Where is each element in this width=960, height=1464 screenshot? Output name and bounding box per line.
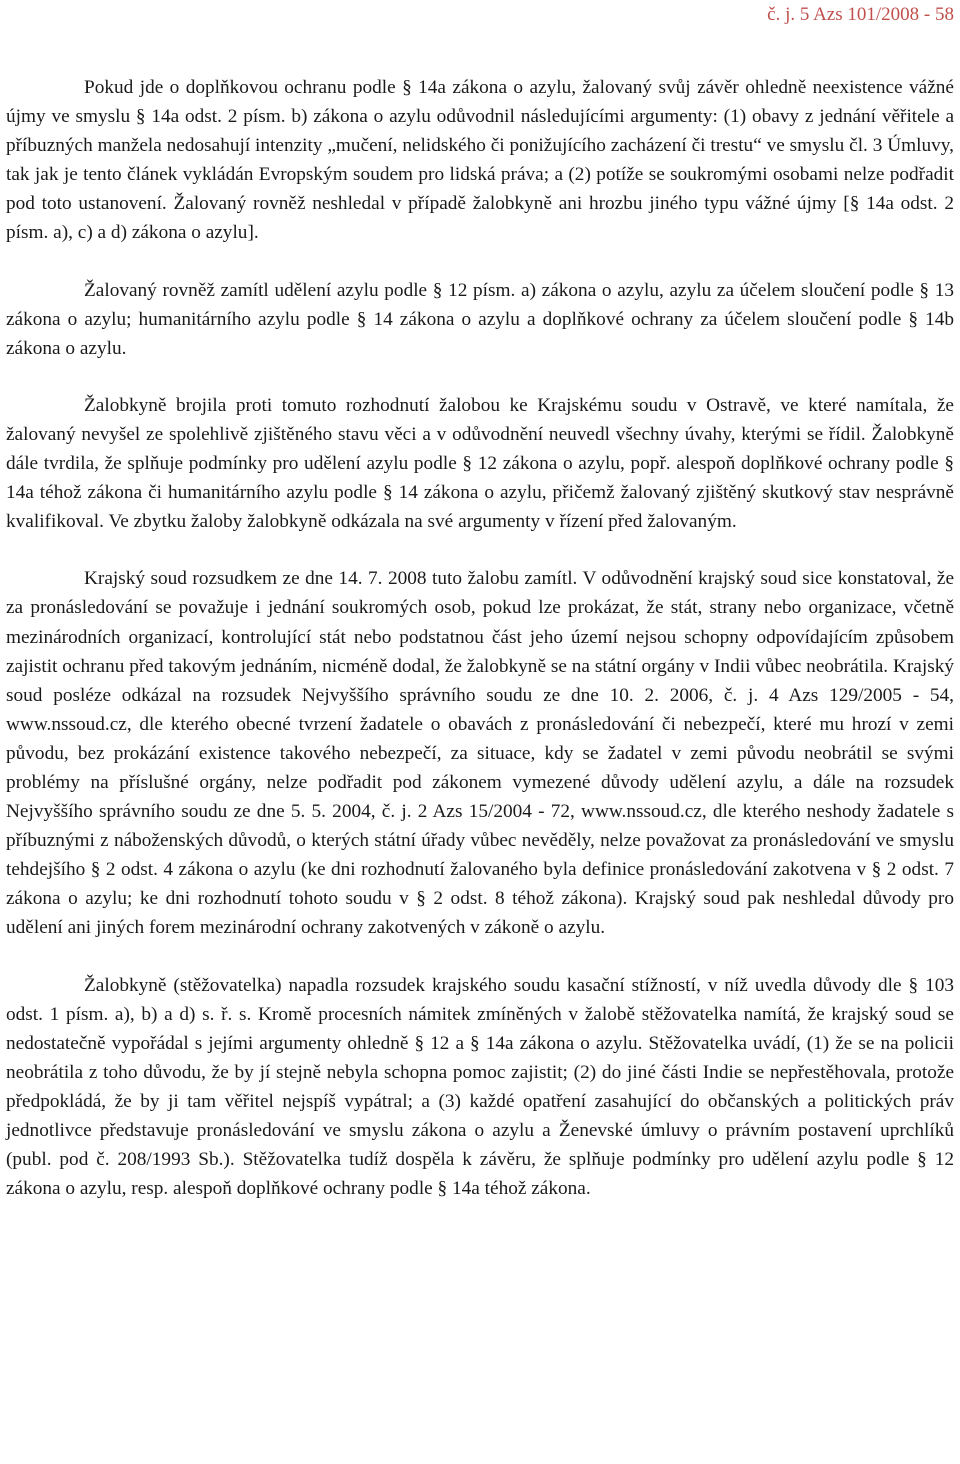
paragraph-asylum-refused: Žalovaný rovněž zamítl udělení azylu podle § 12 písm. a) zákona o azylu, azylu za účelem sloučení podle § 13 zákona o azylu; humanitárního azylu podle § 14 zákona o azylu a doplňkové ochrany za účelem sloučení podle § 14b zákona o azylu. xyxy=(6,279,954,359)
paragraph-regional-court: Krajský soud rozsudkem ze dne 14. 7. 2008 tuto žalobu zamítl. V odůvodnění krajský soud sice konstatoval, že za pronásledování se považuje i jednání soukromých osob, pokud lze prokázat, že stát, strany nebo organizace, včetně mezinárodních organizací, kontrolující stát nebo podstatnou část jeho území nejsou schopny odpovídajícím způsobem zajistit ochranu před takovým jednáním, nicméně dodal, že žalobkyně se na státní orgány v Indii vůbec neobrátila. Krajský soud posléze odkázal na rozsudek Nejvyššího správního soudu ze dne 10. 2. 2006, č. j. 4 Azs 129/2005 - 54, www.nssoud.cz, dle kterého obecné tvrzení žadatele o obavách z pronásledování či nebezpečí, které mu hrozí v zemi původu, bez prokázání existence takového nebezpečí, za situace, kdy se žadatel v zemi původu neobrátil se svými problémy na příslušné orgány, nelze podřadit pod zákonem vymezené důvody udělení azylu, a dále na rozsudek Nejvyššího správního soudu ze dne 5. 5. 2004, č. j. 2 Azs 15/2004 - 72, www.nssoud.cz, dle kterého neshody žadatele s příbuznými z náboženských důvodů, o kterých státní úřady vůbec nevěděly, nelze považovat za pronásledování ve smyslu tehdejšího § 2 odst. 4 zákona o azylu (ke dni rozhodnutí žalovaného byla definice pronásledování zakotvena v § 2 odst. 7 zákona o azylu; ke dni rozhodnutí tohoto soudu v § 2 odst. 8 téhož zákona). Krajský soud pak neshledal důvody pro udělení ani jiných forem mezinárodní ochrany zakotvených v zákoně o azylu. xyxy=(6,568,954,939)
case-reference: č. j. 5 Azs 101/2008 - 58 xyxy=(767,4,954,25)
paragraph-lawsuit: Žalobkyně brojila proti tomuto rozhodnutí žalobou ke Krajskému soudu v Ostravě, ve které namítala, že žalovaný nevyšel ze spolehlivě zjištěného stavu věci a v odůvodnění neuvedl všechny úvahy, kterými se řídil. Žalobkyně dále tvrdila, že splňuje podmínky pro udělení azylu podle § 12 zákona o azylu, popř. alespoň doplňkové ochrany podle § 14a téhož zákona či humanitárního azylu podle § 14 zákona o azylu, přičemž žalovaný zjištěný skutkový stav nesprávně kvalifikoval. Ve zbytku žaloby žalobkyně odkázala na své argumenty v řízení před žalovaným. xyxy=(6,394,954,533)
document-body xyxy=(6,73,954,1203)
paragraph-subsidiary-protection: Pokud jde o doplňkovou ochranu podle § 14a zákona o azylu, žalovaný svůj závěr ohledně neexistence vážné újmy ve smyslu § 14a odst. 2 písm. b) zákona o azylu odůvodnil následujícími argumenty: (1) obavy z jednání věřitele a příbuzných manžela nedosahují intenzity „mučení, nelidského či ponižujícího zacházení či trestu“ ve smyslu čl. 3 Úmluvy, tak jak je tento článek vykládán Evropským soudem pro lidská práva; a (2) potíže se soukromými osobami nelze podřadit pod toto ustanovení. Žalovaný rovněž neshledal v případě žalobkyně ani hrozbu jiného typu vážné újmy [§ 14a odst. 2 písm. a), c) a d) zákona o azylu]. xyxy=(6,77,954,244)
paragraph-cassation-complaint: Žalobkyně (stěžovatelka) napadla rozsudek krajského soudu kasační stížností, v níž uvedla důvody dle § 103 odst. 1 písm. a), b) a d) s. ř. s. Kromě procesních námitek zmíněných v žalobě stěžovatelka namítá, že krajský soud se nedostatečně vypořádal s jejími argumenty ohledně § 12 a § 14a zákona o azylu. Stěžovatelka uvádí, (1) že se na policii neobrátila z toho důvodu, že by jí stejně nebyla schopna pomoc zajistit; (2) do jiné části Indie se nepřestěhovala, protože předpokládá, že by ji tam věřitel nejspíš vypátral; a (3) každé opatření zasahující do občanských a politických práv jednotlivce představuje pronásledování ve smyslu zákona o azylu a Ženevské úmluvy o právním postavení uprchlíků (publ. pod č. 208/1993 Sb.). Stěžovatelka tudíž dospěla k závěru, že splňuje podmínky pro udělení azylu podle § 12 zákona o azylu, resp. alespoň doplňkové ochrany podle § 14a téhož zákona. xyxy=(6,974,954,1200)
